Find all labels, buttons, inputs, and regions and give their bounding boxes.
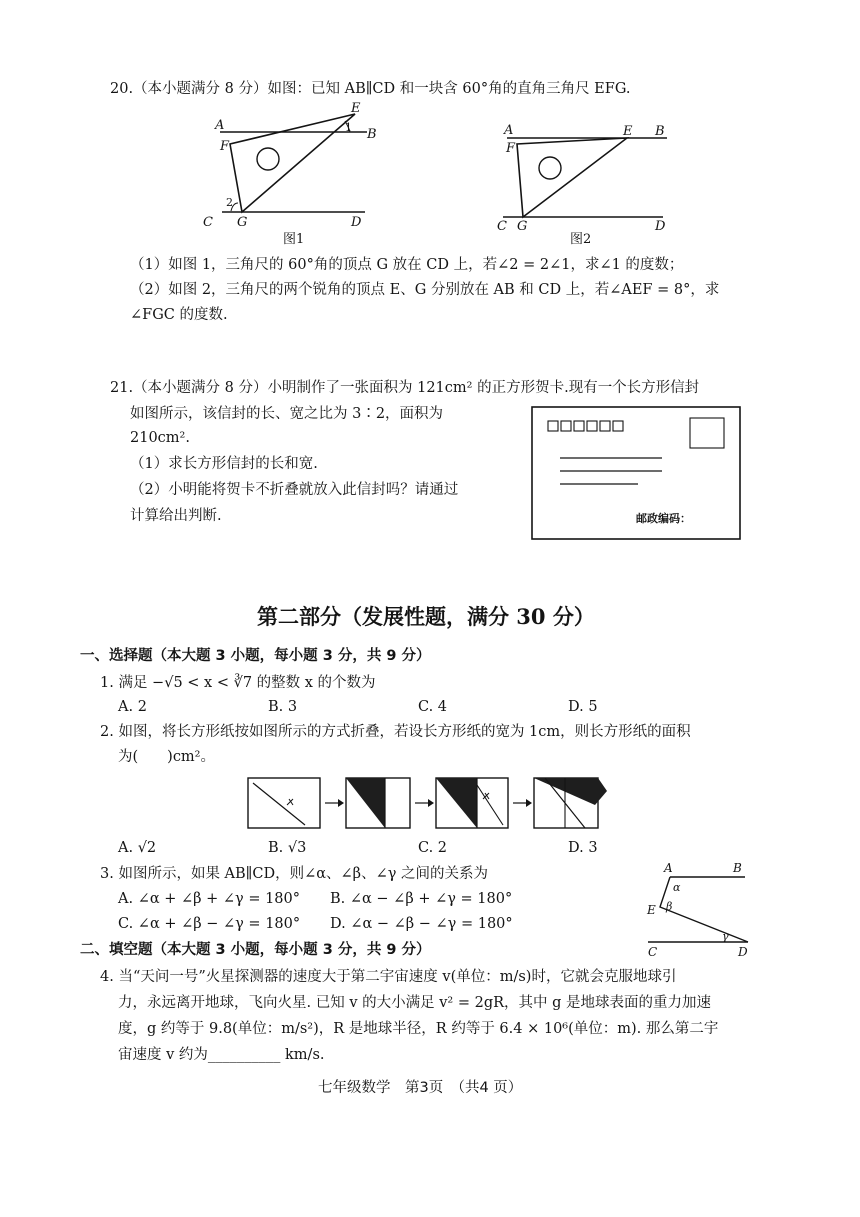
- p2-q3-option-c: C. ∠α + ∠β − ∠γ = 180°: [118, 916, 301, 932]
- q3-label-E: E: [647, 903, 656, 917]
- p2-q2-option-b: B. √3: [268, 840, 307, 856]
- q3-angle-gamma: γ: [722, 930, 729, 943]
- fig2-label-F: F: [506, 141, 516, 156]
- p2-q2-option-a: A. √2: [118, 840, 157, 856]
- p2-q3-option-d: D. ∠α − ∠β − ∠γ = 180°: [330, 916, 513, 932]
- p2-q4-line2: 力，永远离开地球，飞向火星. 已知 v 的大小满足 v² = 2gR，其中 g 是地球表面的重力加速: [118, 995, 712, 1011]
- p2-q3-option-a: A. ∠α + ∠β + ∠γ = 180°: [118, 891, 301, 907]
- fig1-label-B: B: [367, 127, 377, 142]
- fill-section-header: 二、填空题（本大题 3 小题，每小题 3 分，共 9 分）: [80, 942, 431, 958]
- p2-q4-line3: 度，g 约等于 9.8(单位：m/s²)，R 是地球半径，R 约等于 6.4 × 10⁶(单位：m). 那么第二宇: [118, 1021, 719, 1037]
- fig2-label-C: C: [497, 219, 507, 234]
- q3-label-D: D: [738, 945, 748, 959]
- q21-part2-line2: 计算给出判断.: [130, 508, 222, 524]
- q3-label-B: B: [733, 861, 742, 875]
- p2-q2-stem-line1: 2. 如图，将长方形纸按如图所示的方式折叠，若设长方形纸的宽为 1cm，则长方形纸的面积: [100, 724, 691, 740]
- p2-q1-option-a: A. 2: [118, 699, 147, 715]
- fig2-label-A: A: [504, 123, 514, 138]
- p2-q4-line1: 4. 当“天问一号”火星探测器的速度大于第二宇宙速度 v(单位：m/s)时，它就会克服地球引: [100, 969, 677, 985]
- fig1-label-E: E: [351, 101, 361, 116]
- fig1-caption: 图1: [283, 232, 305, 247]
- p2-q3-figure: [630, 860, 760, 960]
- fig1-label-A: A: [215, 118, 225, 133]
- q20-part1: （1）如图 1，三角尺的 60°角的顶点 G 放在 CD 上，若∠2 = 2∠1，求∠1 的度数；: [130, 257, 684, 273]
- q21-envelope: [528, 404, 744, 542]
- part2-title: 第二部分（发展性题，满分 30 分）: [257, 604, 595, 629]
- q3-angle-alpha: α: [673, 881, 681, 894]
- p2-q2-stem-line2: 为( )cm²。: [118, 749, 215, 765]
- fig2-caption: 图2: [570, 232, 592, 247]
- fig1-angle-2: 2: [226, 196, 233, 209]
- q3-label-A: A: [664, 861, 673, 875]
- fig1-label-F: F: [220, 139, 230, 154]
- fig2-label-D: D: [655, 219, 666, 234]
- p2-q2-option-d: D. 3: [568, 840, 598, 856]
- fig1-label-C: C: [203, 215, 213, 230]
- q21-line3: 210cm².: [130, 430, 190, 446]
- q20-figure-2: [495, 100, 695, 250]
- p2-q1-option-d: D. 5: [568, 699, 598, 715]
- fig1-angle-1: 1: [345, 121, 352, 134]
- q21-part1: （1）求长方形信封的长和宽.: [130, 456, 318, 472]
- envelope-postcode-label: 邮政编码：: [636, 512, 691, 525]
- fig2-label-B: B: [655, 124, 665, 139]
- q3-angle-beta: β: [666, 900, 673, 913]
- p2-q2-option-c: C. 2: [418, 840, 448, 856]
- fig1-label-D: D: [351, 215, 362, 230]
- p2-q3-option-b: B. ∠α − ∠β + ∠γ = 180°: [330, 891, 513, 907]
- choice-section-header: 一、选择题（本大题 3 小题，每小题 3 分，共 9 分）: [80, 648, 431, 664]
- fig2-label-E: E: [623, 124, 633, 139]
- q21-line2: 如图所示，该信封的长、宽之比为 3∶2，面积为: [130, 406, 444, 422]
- q20-part2-line2: ∠FGC 的度数.: [130, 307, 228, 323]
- p2-q3-stem: 3. 如图所示，如果 AB∥CD，则∠α、∠β、∠γ 之间的关系为: [100, 866, 488, 882]
- q20-part2-line1: （2）如图 2，三角尺的两个锐角的顶点 E、G 分别放在 AB 和 CD 上，若∠AEF = 8°，求: [130, 282, 720, 298]
- p2-q1-option-c: C. 4: [418, 699, 448, 715]
- page-footer: 七年级数学 第3页 （共4 页）: [318, 1080, 523, 1096]
- p2-q4-line4: 宙速度 v 约为__________ km/s.: [118, 1047, 325, 1063]
- fig2-label-G: G: [517, 219, 528, 234]
- q20-stem: 20.（本小题满分 8 分）如图：已知 AB∥CD 和一块含 60°角的直角三角尺 EFG.: [110, 81, 631, 97]
- q21-part2-line1: （2）小明能将贺卡不折叠就放入此信封吗？请通过: [130, 482, 459, 498]
- p2-q2-folding-figure: [245, 775, 615, 831]
- q3-label-C: C: [648, 945, 658, 959]
- q20-figure-1: [195, 100, 395, 250]
- p2-q1-option-b: B. 3: [268, 699, 298, 715]
- q21-line1: 21.（本小题满分 8 分）小明制作了一张面积为 121cm² 的正方形贺卡.现有一个长方形信封: [110, 380, 700, 396]
- fig1-label-G: G: [237, 215, 248, 230]
- p2-q1-stem: 1. 满足 −√5 < x < ∛7 的整数 x 的个数为: [100, 675, 376, 691]
